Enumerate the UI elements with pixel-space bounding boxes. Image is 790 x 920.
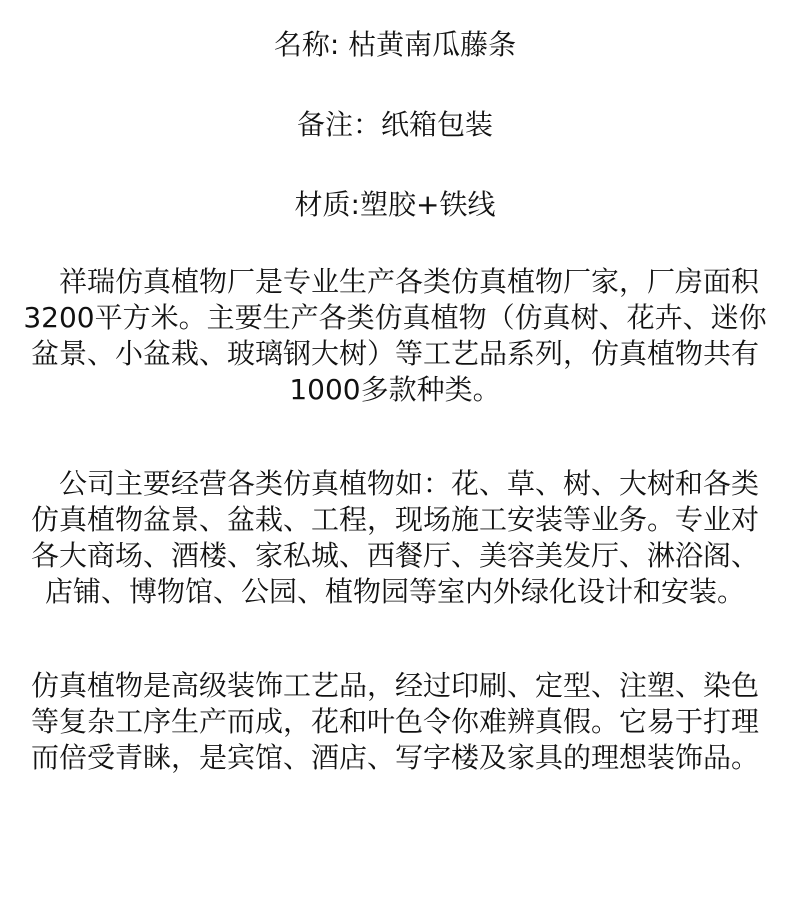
material-info: 材质:塑胶+铁线 [294, 188, 496, 221]
product-name: 名称: 枯黄南瓜藤条 [273, 28, 517, 61]
business-scope-paragraph: 公司主要经营各类仿真植物如：花、草、树、大树和各类仿真植物盆景、盆栽、工程，现场施工安装等业务。专业对各大商场、酒楼、家私城、西餐厅、美容美发厅、淋浴阁、店铺、博物馆、公园、植物园等室内外绿化设计和安装。 [30, 467, 759, 608]
company-intro-paragraph: 祥瑞仿真植物厂是专业生产各类仿真植物厂家，厂房面积3200平方米。主要生产各类仿真植物（仿真树、花卉、迷你盆景、小盆栽、玻璃钢大树）等工艺品系列，仿真植物共有1000多款种类。 [23, 265, 767, 406]
packaging-note: 备注：纸箱包装 [296, 108, 493, 141]
craft-description-paragraph: 仿真植物是高级装饰工艺品，经过印刷、定型、注塑、染色等复杂工序生产而成，花和叶色令你难辨真假。它易于打理而倍受青睐，是宾馆、酒店、写字楼及家具的理想装饰品。 [30, 669, 759, 774]
